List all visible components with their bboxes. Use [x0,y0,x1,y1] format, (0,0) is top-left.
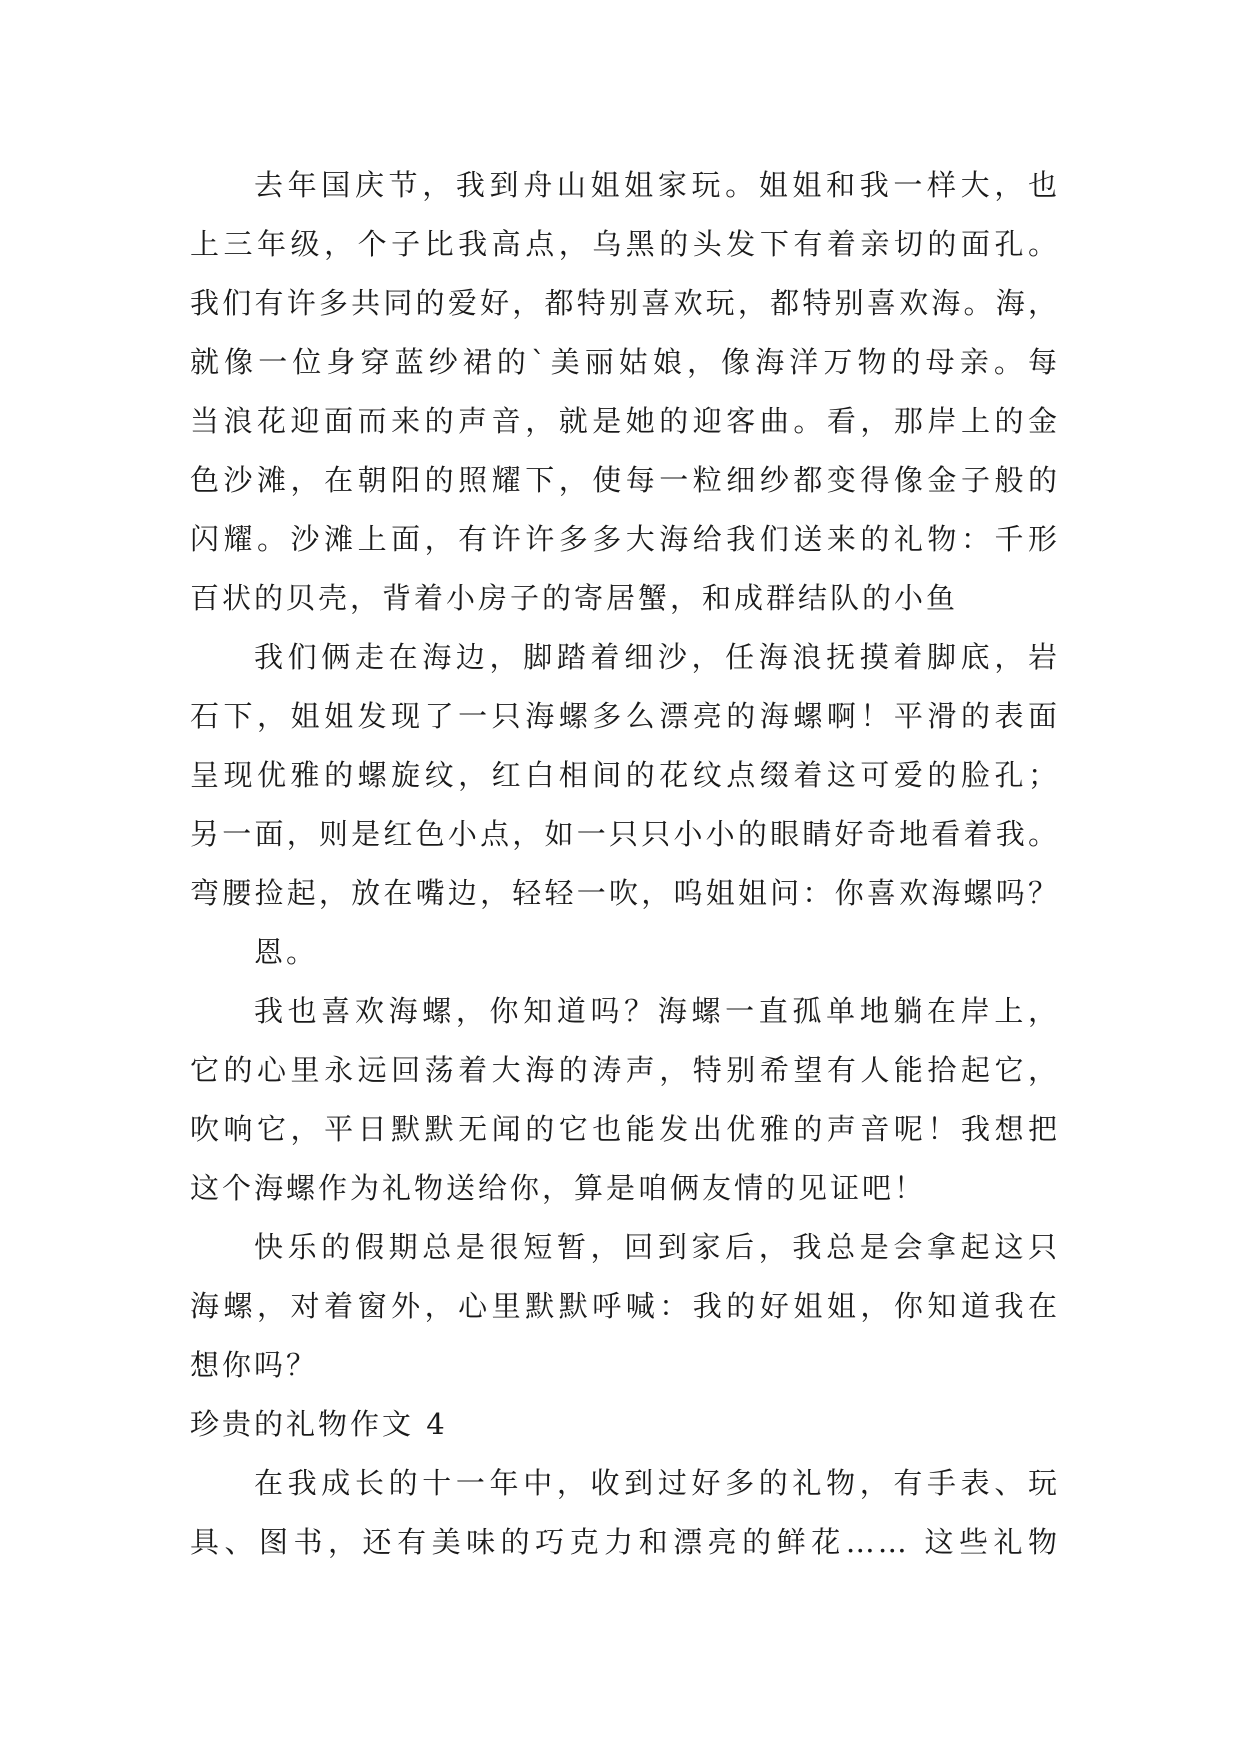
paragraph-2-line-3: 呈现优雅的螺旋纹，红白相间的花纹点缀着这可爱的脸孔； [190,758,1060,792]
document-body [190,156,1060,1572]
paragraph-1-line-2: 上三年级，个子比我高点，乌黑的头发下有着亲切的面孔。 [190,227,1060,261]
paragraph-4-line-3: 吹响它，平日默默无闻的它也能发出优雅的声音呢！我想把 [190,1112,1060,1146]
paragraph-2-line-4: 另一面，则是红色小点，如一只只小小的眼睛好奇地看着我。 [190,817,1060,851]
paragraph-1-line-4: 就像一位身穿蓝纱裙的`美丽姑娘，像海洋万物的母亲。每 [190,345,1060,379]
paragraph-2-line-1: 我们俩走在海边，脚踏着细沙，任海浪抚摸着脚底，岩 [254,640,1060,674]
paragraph-5-line-2: 海螺，对着窗外，心里默默呼喊：我的好姐姐，你知道我在 [190,1289,1060,1323]
section-heading: 珍贵的礼物作文 4 [190,1407,448,1441]
paragraph-2-line-2: 石下，姐姐发现了一只海螺多么漂亮的海螺啊！平滑的表面 [190,699,1060,733]
paragraph-4-line-4: 这个海螺作为礼物送给你，算是咱俩友情的见证吧！ [190,1171,927,1205]
paragraph-1-line-8: 百状的贝壳，背着小房子的寄居蟹，和成群结队的小鱼 [190,581,959,615]
paragraph-2-line-5: 弯腰捡起，放在嘴边，轻轻一吹，呜姐姐问：你喜欢海螺吗？ [190,876,1060,910]
paragraph-3-line-1: 恩。 [254,935,319,969]
paragraph-4-line-1: 我也喜欢海螺，你知道吗？海螺一直孤单地躺在岸上， [254,994,1060,1028]
paragraph-1-line-6: 色沙滩，在朝阳的照耀下，使每一粒细纱都变得像金子般的 [190,463,1060,497]
paragraph-5-line-1: 快乐的假期总是很短暂，回到家后，我总是会拿起这只 [254,1230,1060,1264]
paragraph-1-line-1: 去年国庆节，我到舟山姐姐家玩。姐姐和我一样大，也 [254,168,1060,202]
paragraph-1-line-5: 当浪花迎面而来的声音，就是她的迎客曲。看，那岸上的金 [190,404,1060,438]
paragraph-6-line-1: 在我成长的十一年中，收到过好多的礼物，有手表、玩 [254,1466,1060,1500]
paragraph-5-line-3: 想你吗？ [190,1348,319,1382]
paragraph-4-line-2: 它的心里永远回荡着大海的涛声，特别希望有人能拾起它， [190,1053,1060,1087]
paragraph-1-line-7: 闪耀。沙滩上面，有许许多多大海给我们送来的礼物：千形 [190,522,1060,556]
paragraph-6-line-2: 具、图书，还有美味的巧克力和漂亮的鲜花…… 这些礼物 [190,1525,1060,1559]
paragraph-1-line-3: 我们有许多共同的爱好，都特别喜欢玩，都特别喜欢海。海， [190,286,1060,320]
